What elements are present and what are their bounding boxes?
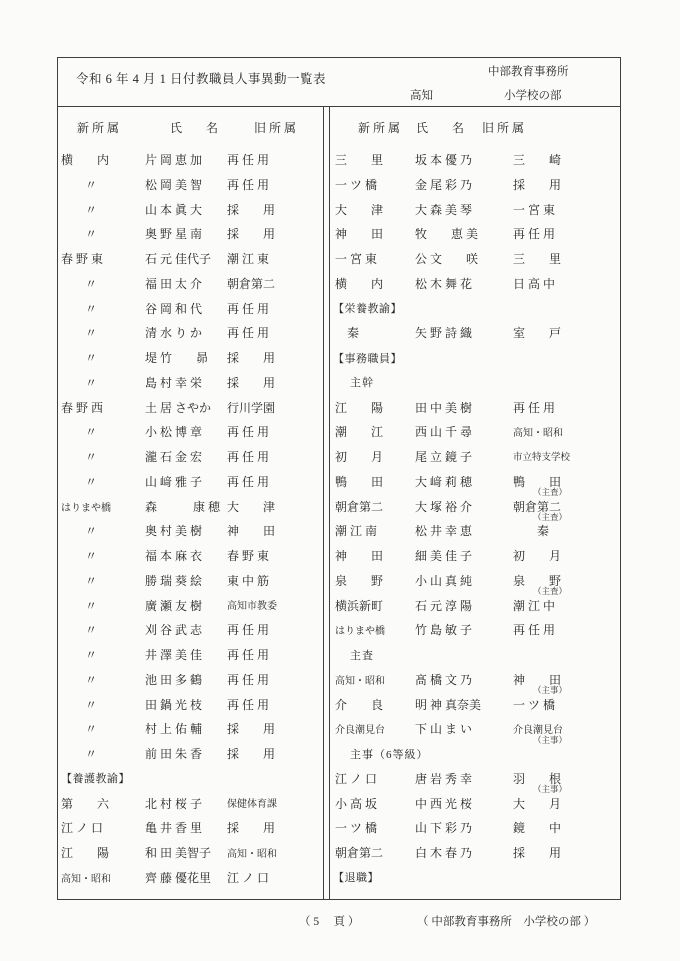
new-affiliation: 横 内 [61, 153, 110, 167]
new-affiliation: 〃 [61, 276, 98, 291]
table-row [58, 866, 323, 889]
old-affiliation: 採 用 [227, 227, 276, 242]
table-row [330, 544, 620, 567]
personnel-table [57, 57, 621, 900]
old-affiliation: 東 中 筋 [227, 573, 270, 588]
new-affiliation: 潮 江 南 [335, 524, 378, 539]
table-row [58, 470, 323, 493]
old-affiliation: 再 任 用 [227, 474, 270, 489]
old-affiliation: 朝倉第二 [227, 276, 276, 291]
new-affiliation: 鴨 田 [335, 474, 384, 489]
table-row [58, 222, 323, 245]
subsection-header-label: 主査 [350, 649, 374, 662]
old-affiliation: 潮 江 東 [227, 252, 270, 266]
table-row [58, 297, 323, 320]
table-row [330, 445, 620, 468]
table-row [58, 693, 323, 716]
teacher-name: 細 美 佳 子 [415, 549, 473, 563]
subsection-header [330, 742, 620, 765]
table-row [58, 272, 323, 295]
teacher-name: 下 山 ま い [415, 722, 473, 737]
old-affiliation: 採 用 [227, 821, 276, 836]
old-affiliation: 再 任 用 [227, 301, 270, 316]
subsection-header-label: 主幹 [350, 377, 374, 390]
subsection-header [330, 371, 620, 394]
new-affiliation: 高知・昭和 [335, 675, 385, 687]
teacher-name: 山 﨑 雅 子 [145, 474, 203, 489]
new-affiliation: 高知・昭和 [61, 873, 111, 885]
teacher-name: 井 澤 美 佳 [145, 648, 203, 662]
table-row [58, 198, 323, 221]
teacher-name: 前 田 朱 香 [145, 747, 203, 761]
table-row [58, 792, 323, 815]
new-affiliation: 泉 野 [335, 573, 384, 588]
old-affiliation: 三 里 [513, 252, 562, 266]
old-affiliation: 再 任 用 [227, 697, 270, 712]
old-affiliation: 三 崎 [513, 153, 562, 167]
old-affiliation: 初 月 [513, 549, 562, 563]
teacher-name: 奥 野 星 南 [145, 227, 203, 242]
old-affiliation: 秦 [513, 524, 550, 539]
table-row [58, 247, 323, 270]
table-row [58, 321, 323, 344]
new-affiliation: 江 陽 [335, 400, 384, 415]
table-row [330, 420, 620, 443]
office-name: 中部教育事務所 [488, 66, 569, 78]
new-affiliation: はりまや橋 [335, 626, 385, 638]
teacher-name: 金 尾 彩 乃 [415, 177, 473, 192]
new-affiliation: 〃 [61, 425, 98, 440]
section-header [58, 767, 323, 790]
old-affiliation: 再 任 用 [513, 400, 556, 415]
teacher-name: 小 松 博 章 [145, 425, 203, 440]
old-affiliation: 採 用 [227, 747, 276, 761]
old-affiliation: 大 津 [227, 499, 276, 514]
table-header [58, 58, 620, 107]
table-row [330, 247, 620, 270]
table-row [58, 544, 323, 567]
teacher-name: 福 田 太 介 [145, 276, 203, 291]
table-row [330, 668, 620, 695]
old-affiliation: 採 用 [513, 177, 562, 192]
table-row [58, 742, 323, 765]
teacher-name: 田 鍋 光 枝 [145, 697, 203, 712]
old-affiliation: 介良潮見台 （主事） [513, 724, 568, 745]
table-row [58, 173, 323, 196]
old-affiliation: 再 任 用 [227, 425, 270, 440]
teacher-name: 山 下 彩 乃 [415, 821, 473, 836]
new-affiliation: 第 六 [61, 796, 110, 811]
table-row [330, 396, 620, 419]
table-row [58, 519, 323, 542]
table-row [58, 618, 323, 641]
teacher-name: 坂 本 優 乃 [415, 153, 473, 167]
new-affiliation: 〃 [61, 747, 98, 761]
subsection-header-label: 主事（6等級） [350, 748, 429, 761]
old-affiliation: 再 任 用 [227, 450, 270, 464]
left-column [58, 107, 323, 899]
old-affiliation: 再 任 用 [227, 672, 270, 687]
teacher-name: 明 神 真奈美 [415, 697, 482, 712]
header-name: 氏 名 [416, 121, 465, 135]
new-affiliation: 一 ツ 橋 [335, 177, 378, 192]
teacher-name: 亀 井 香 里 [145, 821, 203, 836]
new-affiliation: 春 野 東 [61, 252, 104, 266]
new-affiliation: 〃 [61, 697, 98, 712]
new-affiliation: 介良潮見台 [335, 725, 385, 737]
new-affiliation: 一 ツ 橋 [335, 821, 378, 836]
table-body [58, 107, 620, 899]
old-affiliation: 江 ノ 口 [227, 870, 270, 885]
rank-note: （主査） [533, 585, 568, 596]
table-row [330, 173, 620, 196]
new-affiliation: 〃 [61, 623, 98, 638]
footer-office-label: （ 中部教育事務所 小学校の部 ） [417, 916, 596, 928]
new-affiliation: はりまや橋 [61, 502, 111, 514]
old-affiliation: 市立特支学校 [513, 453, 571, 463]
teacher-name: 齊 藤 優花里 [145, 870, 212, 885]
new-affiliation: 〃 [61, 474, 98, 489]
old-affiliation: 採 用 [513, 846, 562, 860]
section-header [330, 297, 620, 320]
new-affiliation: 横 内 [335, 276, 384, 291]
new-affiliation: 朝倉第二 [335, 846, 384, 860]
new-affiliation: 横浜新町 [335, 598, 384, 613]
new-affiliation: 〃 [61, 524, 98, 539]
old-affiliation: 大 月 [513, 796, 562, 811]
table-row [58, 569, 323, 592]
new-affiliation: 神 田 [335, 549, 384, 563]
teacher-name: 谷 岡 和 代 [145, 301, 203, 316]
teacher-name: 中 西 光 桜 [415, 796, 473, 811]
new-affiliation: 〃 [61, 648, 98, 662]
old-affiliation: 再 任 用 [227, 623, 270, 638]
new-affiliation: 神 田 [335, 227, 384, 242]
table-row [330, 569, 620, 596]
old-affiliation: 鏡 中 [513, 821, 562, 836]
table-row [58, 643, 323, 666]
teacher-name: 竹 島 敏 子 [415, 623, 473, 638]
column-headers-right [330, 107, 620, 145]
old-affiliation: 潮 江 中 [513, 598, 556, 613]
old-affiliation: 朝倉第二 （主査） [513, 499, 568, 522]
rank-note: （主査） [533, 486, 568, 497]
old-affiliation: 鴨 田 （主査） [513, 474, 568, 497]
table-row [330, 321, 620, 344]
teacher-name: 唐 岩 秀 幸 [415, 771, 473, 786]
old-affiliation: 行川学園 [227, 400, 276, 415]
old-affiliation: 採 用 [227, 351, 276, 365]
new-affiliation: 江 ノ 口 [335, 771, 378, 786]
rank-note: （主査） [533, 511, 568, 522]
table-row [330, 717, 620, 745]
old-affiliation: 日 高 中 [513, 276, 556, 291]
teacher-name: 福 本 麻 衣 [145, 549, 203, 563]
new-affiliation: 〃 [61, 326, 98, 341]
teacher-name: 大 﨑 莉 穂 [415, 474, 473, 489]
teacher-name: 松 井 幸 恵 [415, 524, 473, 539]
header-old-affiliation: 旧 所 属 [482, 121, 525, 135]
teacher-name: 石 元 淳 陽 [415, 598, 473, 613]
new-affiliation: 春 野 西 [61, 400, 104, 415]
table-row [58, 816, 323, 839]
teacher-name: 森 康 穂 [145, 499, 221, 514]
old-affiliation: 再 任 用 [513, 227, 556, 242]
table-row [58, 445, 323, 468]
old-affiliation: 高知市教委 [227, 601, 277, 612]
table-row [330, 470, 620, 497]
new-affiliation: 〃 [61, 301, 98, 316]
table-row [58, 396, 323, 419]
table-row [330, 222, 620, 245]
teacher-name: 田 中 美 樹 [415, 400, 473, 415]
header-name: 氏 名 [170, 121, 219, 135]
old-affiliation: 羽 根 （主事） [513, 771, 568, 794]
teacher-name: 大 塚 裕 介 [415, 499, 473, 514]
teacher-name: 勝 瑞 葵 絵 [145, 573, 203, 588]
table-row [330, 594, 620, 617]
new-affiliation: 〃 [61, 375, 98, 390]
table-row [330, 792, 620, 815]
teacher-name: 牧 恵 美 [415, 227, 479, 242]
teacher-name: 西 山 千 尋 [415, 425, 473, 440]
column-headers-left [58, 107, 323, 145]
new-affiliation: 〃 [61, 351, 98, 365]
table-row [58, 668, 323, 691]
old-affiliation: 神 田 [227, 524, 276, 539]
teacher-name: 清 水 り か [145, 326, 203, 341]
old-affiliation: 再 任 用 [227, 177, 270, 192]
teacher-name: 土 居 さやか [145, 400, 212, 415]
new-affiliation: 初 月 [335, 450, 384, 464]
table-row [330, 148, 620, 171]
page-number: （ 5 頁 ） [299, 916, 360, 928]
table-row [330, 618, 620, 641]
table-row [330, 693, 620, 716]
table-row [58, 420, 323, 443]
subsection-header [330, 643, 620, 666]
rank-note: （主事） [533, 783, 568, 794]
table-row [330, 841, 620, 864]
teacher-name: 松 岡 美 智 [145, 177, 203, 192]
new-affiliation: 〃 [61, 672, 98, 687]
section-header-label: 【退職】 [333, 872, 379, 885]
teacher-name: 和 田 美智子 [145, 846, 212, 860]
table-row [58, 346, 323, 369]
teacher-name: 白 木 春 乃 [415, 846, 473, 860]
old-affiliation: 採 用 [227, 722, 276, 737]
new-affiliation: 一 宮 東 [335, 252, 378, 266]
new-affiliation: 〃 [61, 450, 98, 464]
old-affiliation: 神 田 （主事） [513, 672, 568, 695]
header-old-affiliation: 旧 所 属 [254, 121, 297, 135]
teacher-name: 村 上 佑 輔 [145, 722, 203, 737]
table-row [330, 816, 620, 839]
old-affiliation: 保健体育課 [227, 799, 277, 810]
old-affiliation: 高知・昭和 [227, 848, 277, 860]
rank-note: （主事） [533, 684, 568, 695]
section-header-label: 【事務職員】 [333, 352, 402, 365]
teacher-name: 島 村 幸 栄 [145, 375, 203, 390]
old-affiliation: 一 ツ 橋 [513, 697, 556, 712]
old-affiliation: 採 用 [227, 375, 276, 390]
old-affiliation: 再 任 用 [227, 326, 270, 341]
old-affiliation: 泉 野 （主査） [513, 573, 568, 596]
table-row [330, 198, 620, 221]
right-rows [330, 145, 620, 899]
table-row [58, 371, 323, 394]
new-affiliation: 小 高 坂 [335, 796, 378, 811]
table-row [330, 767, 620, 794]
old-affiliation: 室 戸 [513, 326, 562, 341]
new-affiliation: 江 ノ 口 [61, 821, 104, 836]
table-row [330, 272, 620, 295]
new-affiliation: 〃 [61, 549, 98, 563]
new-affiliation: 潮 江 [335, 425, 384, 440]
new-affiliation: 〃 [61, 722, 98, 737]
teacher-name: 片 岡 恵 加 [145, 153, 203, 167]
new-affiliation: 三 里 [335, 153, 384, 167]
old-affiliation: 高知・昭和 [513, 427, 563, 439]
teacher-name: 北 村 桜 子 [145, 796, 203, 811]
section-header-label: 【養護教諭】 [61, 773, 130, 786]
teacher-name: 大 森 美 琴 [415, 202, 473, 217]
teacher-name: 髙 橋 文 乃 [415, 672, 473, 687]
section-header [330, 346, 620, 369]
section-name: 小学校の部 [504, 90, 562, 102]
section-header [330, 866, 620, 889]
old-affiliation: 再 任 用 [227, 648, 270, 662]
new-affiliation: 介 良 [335, 697, 384, 712]
new-affiliation: 秦 [335, 326, 360, 341]
teacher-name: 奥 村 美 樹 [145, 524, 203, 539]
table-row [58, 594, 323, 617]
new-affiliation: 〃 [61, 598, 98, 613]
section-header-label: 【栄養教諭】 [333, 303, 402, 315]
old-affiliation: 一 宮 東 [513, 202, 556, 217]
table-row [330, 495, 620, 522]
table-row [58, 841, 323, 864]
table-row [58, 495, 323, 518]
right-column [330, 107, 620, 899]
teacher-name: 矢 野 詩 織 [415, 326, 473, 341]
old-affiliation: 再 任 用 [227, 153, 270, 167]
teacher-name: 廣 瀬 友 樹 [145, 598, 203, 613]
new-affiliation: 江 陽 [61, 846, 110, 860]
new-affiliation: 〃 [61, 202, 98, 217]
table-row [58, 717, 323, 740]
teacher-name: 公 文 咲 [415, 252, 479, 266]
teacher-name: 刈 谷 武 志 [145, 623, 203, 638]
page-title: 令和 6 年 4 月 1 日付教職員人事異動一覧表 [76, 72, 327, 86]
header-new-affiliation: 新 所 属 [77, 121, 120, 135]
teacher-name: 堤 竹 昴 [145, 351, 209, 365]
teacher-name: 石 元 佳代子 [145, 252, 212, 266]
table-row [58, 148, 323, 171]
teacher-name: 尾 立 鏡 子 [415, 450, 473, 464]
left-rows [58, 145, 323, 899]
old-affiliation: 再 任 用 [513, 623, 556, 638]
new-affiliation: 〃 [61, 573, 98, 588]
region-name: 高知 [410, 90, 433, 102]
old-affiliation: 春 野 東 [227, 549, 270, 563]
rank-note: （主事） [533, 734, 568, 745]
column-divider [323, 107, 330, 899]
new-affiliation: 大 津 [335, 202, 384, 217]
header-new-affiliation: 新 所 属 [358, 121, 401, 135]
teacher-name: 松 木 舞 花 [415, 276, 473, 291]
new-affiliation: 朝倉第二 [335, 499, 384, 514]
table-row [330, 519, 620, 542]
teacher-name: 池 田 多 鶴 [145, 672, 203, 687]
new-affiliation: 〃 [61, 227, 98, 242]
teacher-name: 山 本 眞 大 [145, 202, 203, 217]
teacher-name: 小 山 真 純 [415, 573, 473, 588]
teacher-name: 瀧 石 金 宏 [145, 450, 203, 464]
old-affiliation: 採 用 [227, 202, 276, 217]
new-affiliation: 〃 [61, 177, 98, 192]
